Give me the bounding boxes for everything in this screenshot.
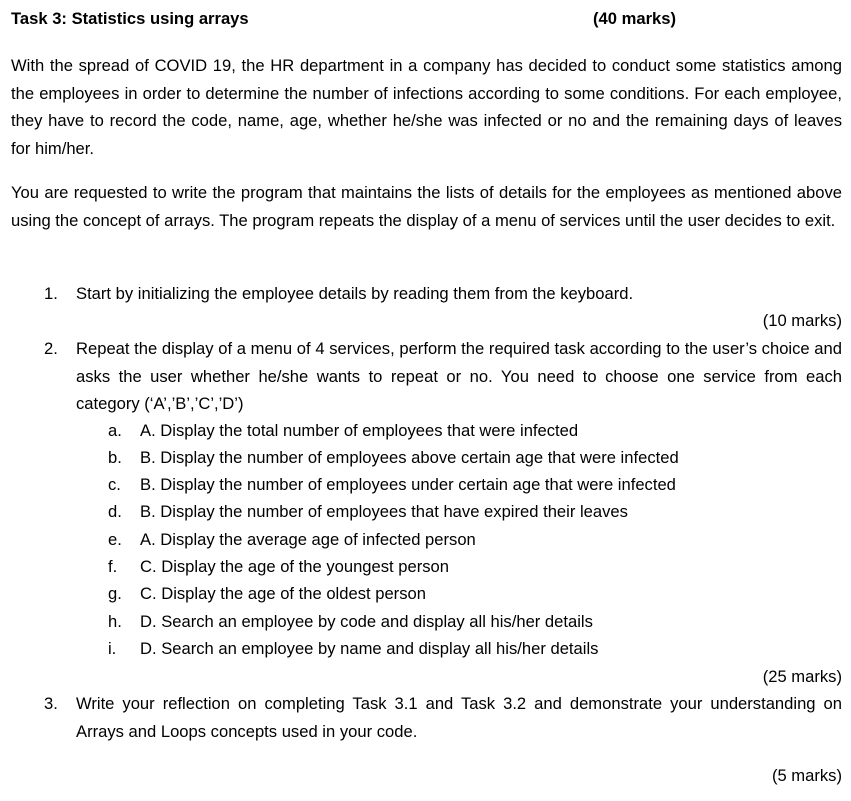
task-header bbox=[11, 9, 842, 31]
sub-item-letter: h. bbox=[108, 612, 122, 631]
list-item-text: Write your reflection on completing Task 3.1 and Task 3.2 and demonstrate your understanding on Arrays and Loops concepts used in your code. bbox=[76, 694, 842, 741]
list-item-text: Start by initializing the employee details by reading them from the keyboard. bbox=[76, 284, 634, 303]
sub-item-text: D. Search an employee by name and display all his/her details bbox=[140, 639, 599, 658]
sub-item-text: C. Display the age of the oldest person bbox=[140, 584, 426, 603]
sub-item-i bbox=[108, 635, 598, 663]
sub-item-letter: g. bbox=[108, 584, 122, 603]
intro-paragraph: With the spread of COVID 19, the HR department in a company has decided to conduct some statistics among the employees in order to determine the number of infections according to some conditions. For each employee, they have to record the code, name, age, whether he/she was infected or no and the remaining days of leaves for him/her. bbox=[11, 56, 842, 158]
item-1-marks: (10 marks) bbox=[762, 311, 842, 330]
sub-item-letter: e. bbox=[108, 530, 122, 549]
list-item-text: Repeat the display of a menu of 4 services, perform the required task according to the user’s choice and asks the user whether he/she wants to repeat or no. You need to choose one service from each category (‘A’,’B’,’C’,’D’) bbox=[76, 339, 842, 413]
sub-item-a bbox=[108, 417, 578, 445]
list-item-number: 1. bbox=[44, 284, 58, 303]
task-total-marks: (40 marks) bbox=[593, 9, 677, 28]
sub-item-d bbox=[108, 498, 628, 526]
sub-item-letter: i. bbox=[108, 639, 117, 658]
sub-item-text: D. Search an employee by code and display all his/her details bbox=[140, 612, 593, 631]
sub-item-letter: b. bbox=[108, 448, 122, 467]
sub-item-h bbox=[108, 608, 593, 636]
requirements-paragraph: You are requested to write the program that maintains the lists of details for the employees as mentioned above using the concept of arrays. The program repeats the display of a menu of services until the user decides to exit. bbox=[11, 183, 842, 230]
sub-item-text: B. Display the number of employees under certain age that were infected bbox=[140, 475, 676, 494]
item-2-marks: (25 marks) bbox=[762, 667, 842, 686]
sub-item-letter: d. bbox=[108, 502, 122, 521]
list-item-number: 2. bbox=[44, 339, 58, 358]
sub-item-text: C. Display the age of the youngest person bbox=[140, 557, 450, 576]
list-item-3 bbox=[44, 690, 842, 745]
sub-item-letter: a. bbox=[108, 421, 122, 440]
list-item-number: 3. bbox=[44, 694, 58, 713]
list-item-2 bbox=[44, 335, 842, 418]
sub-item-text: B. Display the number of employees that have expired their leaves bbox=[140, 502, 628, 521]
sub-item-f bbox=[108, 553, 449, 581]
sub-item-text: A. Display the total number of employees that were infected bbox=[140, 421, 579, 440]
sub-item-letter: f. bbox=[108, 557, 118, 576]
item-3-marks: (5 marks) bbox=[771, 766, 842, 785]
list-item-1 bbox=[44, 280, 842, 308]
sub-item-letter: c. bbox=[108, 475, 121, 494]
sub-item-c bbox=[108, 471, 676, 499]
sub-item-b bbox=[108, 444, 679, 472]
task-title: Task 3: Statistics using arrays bbox=[11, 9, 249, 28]
sub-item-g bbox=[108, 580, 426, 608]
sub-item-e bbox=[108, 526, 476, 554]
sub-item-text: B. Display the number of employees above certain age that were infected bbox=[140, 448, 679, 467]
sub-item-text: A. Display the average age of infected person bbox=[140, 530, 476, 549]
